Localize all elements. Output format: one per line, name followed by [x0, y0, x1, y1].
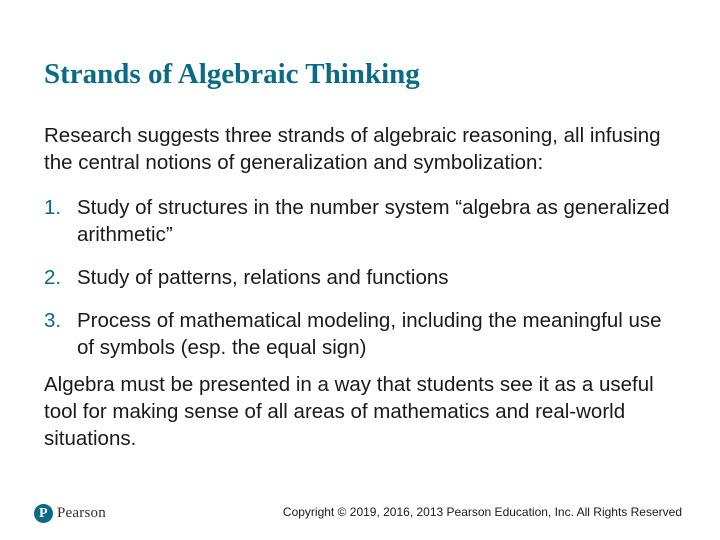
- list-item-text: Study of structures in the number system “algebra as generalized arithmetic”: [77, 196, 670, 246]
- list-item: [44, 307, 684, 361]
- logo-text: Pearson: [57, 504, 106, 521]
- closing-paragraph: Algebra must be presented in a way that students see it as a useful tool for making sense of all areas of mathematics and real-world situations.: [44, 373, 654, 450]
- list-item-number: 2.: [44, 266, 62, 289]
- slide-body: [44, 122, 684, 452]
- list-item-text: Process of mathematical modeling, including the meaningful use of symbols (esp. the equal sign): [77, 309, 662, 359]
- intro-paragraph: Research suggests three strands of algebraic reasoning, all infusing the central notions of generalization and symbolization:: [44, 124, 661, 174]
- pearson-logo: [34, 498, 106, 528]
- list-item: [44, 194, 684, 248]
- pearson-p-icon: [34, 504, 53, 523]
- footer: [34, 498, 682, 528]
- list-item: [44, 264, 684, 291]
- strands-list: [44, 194, 684, 361]
- list-item-number: 3.: [44, 309, 62, 332]
- slide-title: Strands of Algebraic Thinking: [44, 58, 420, 90]
- list-item-number: 1.: [44, 196, 62, 219]
- list-item-text: Study of patterns, relations and functions: [77, 266, 449, 289]
- copyright-text: Copyright © 2019, 2016, 2013 Pearson Education, Inc. All Rights Reserved: [282, 505, 682, 519]
